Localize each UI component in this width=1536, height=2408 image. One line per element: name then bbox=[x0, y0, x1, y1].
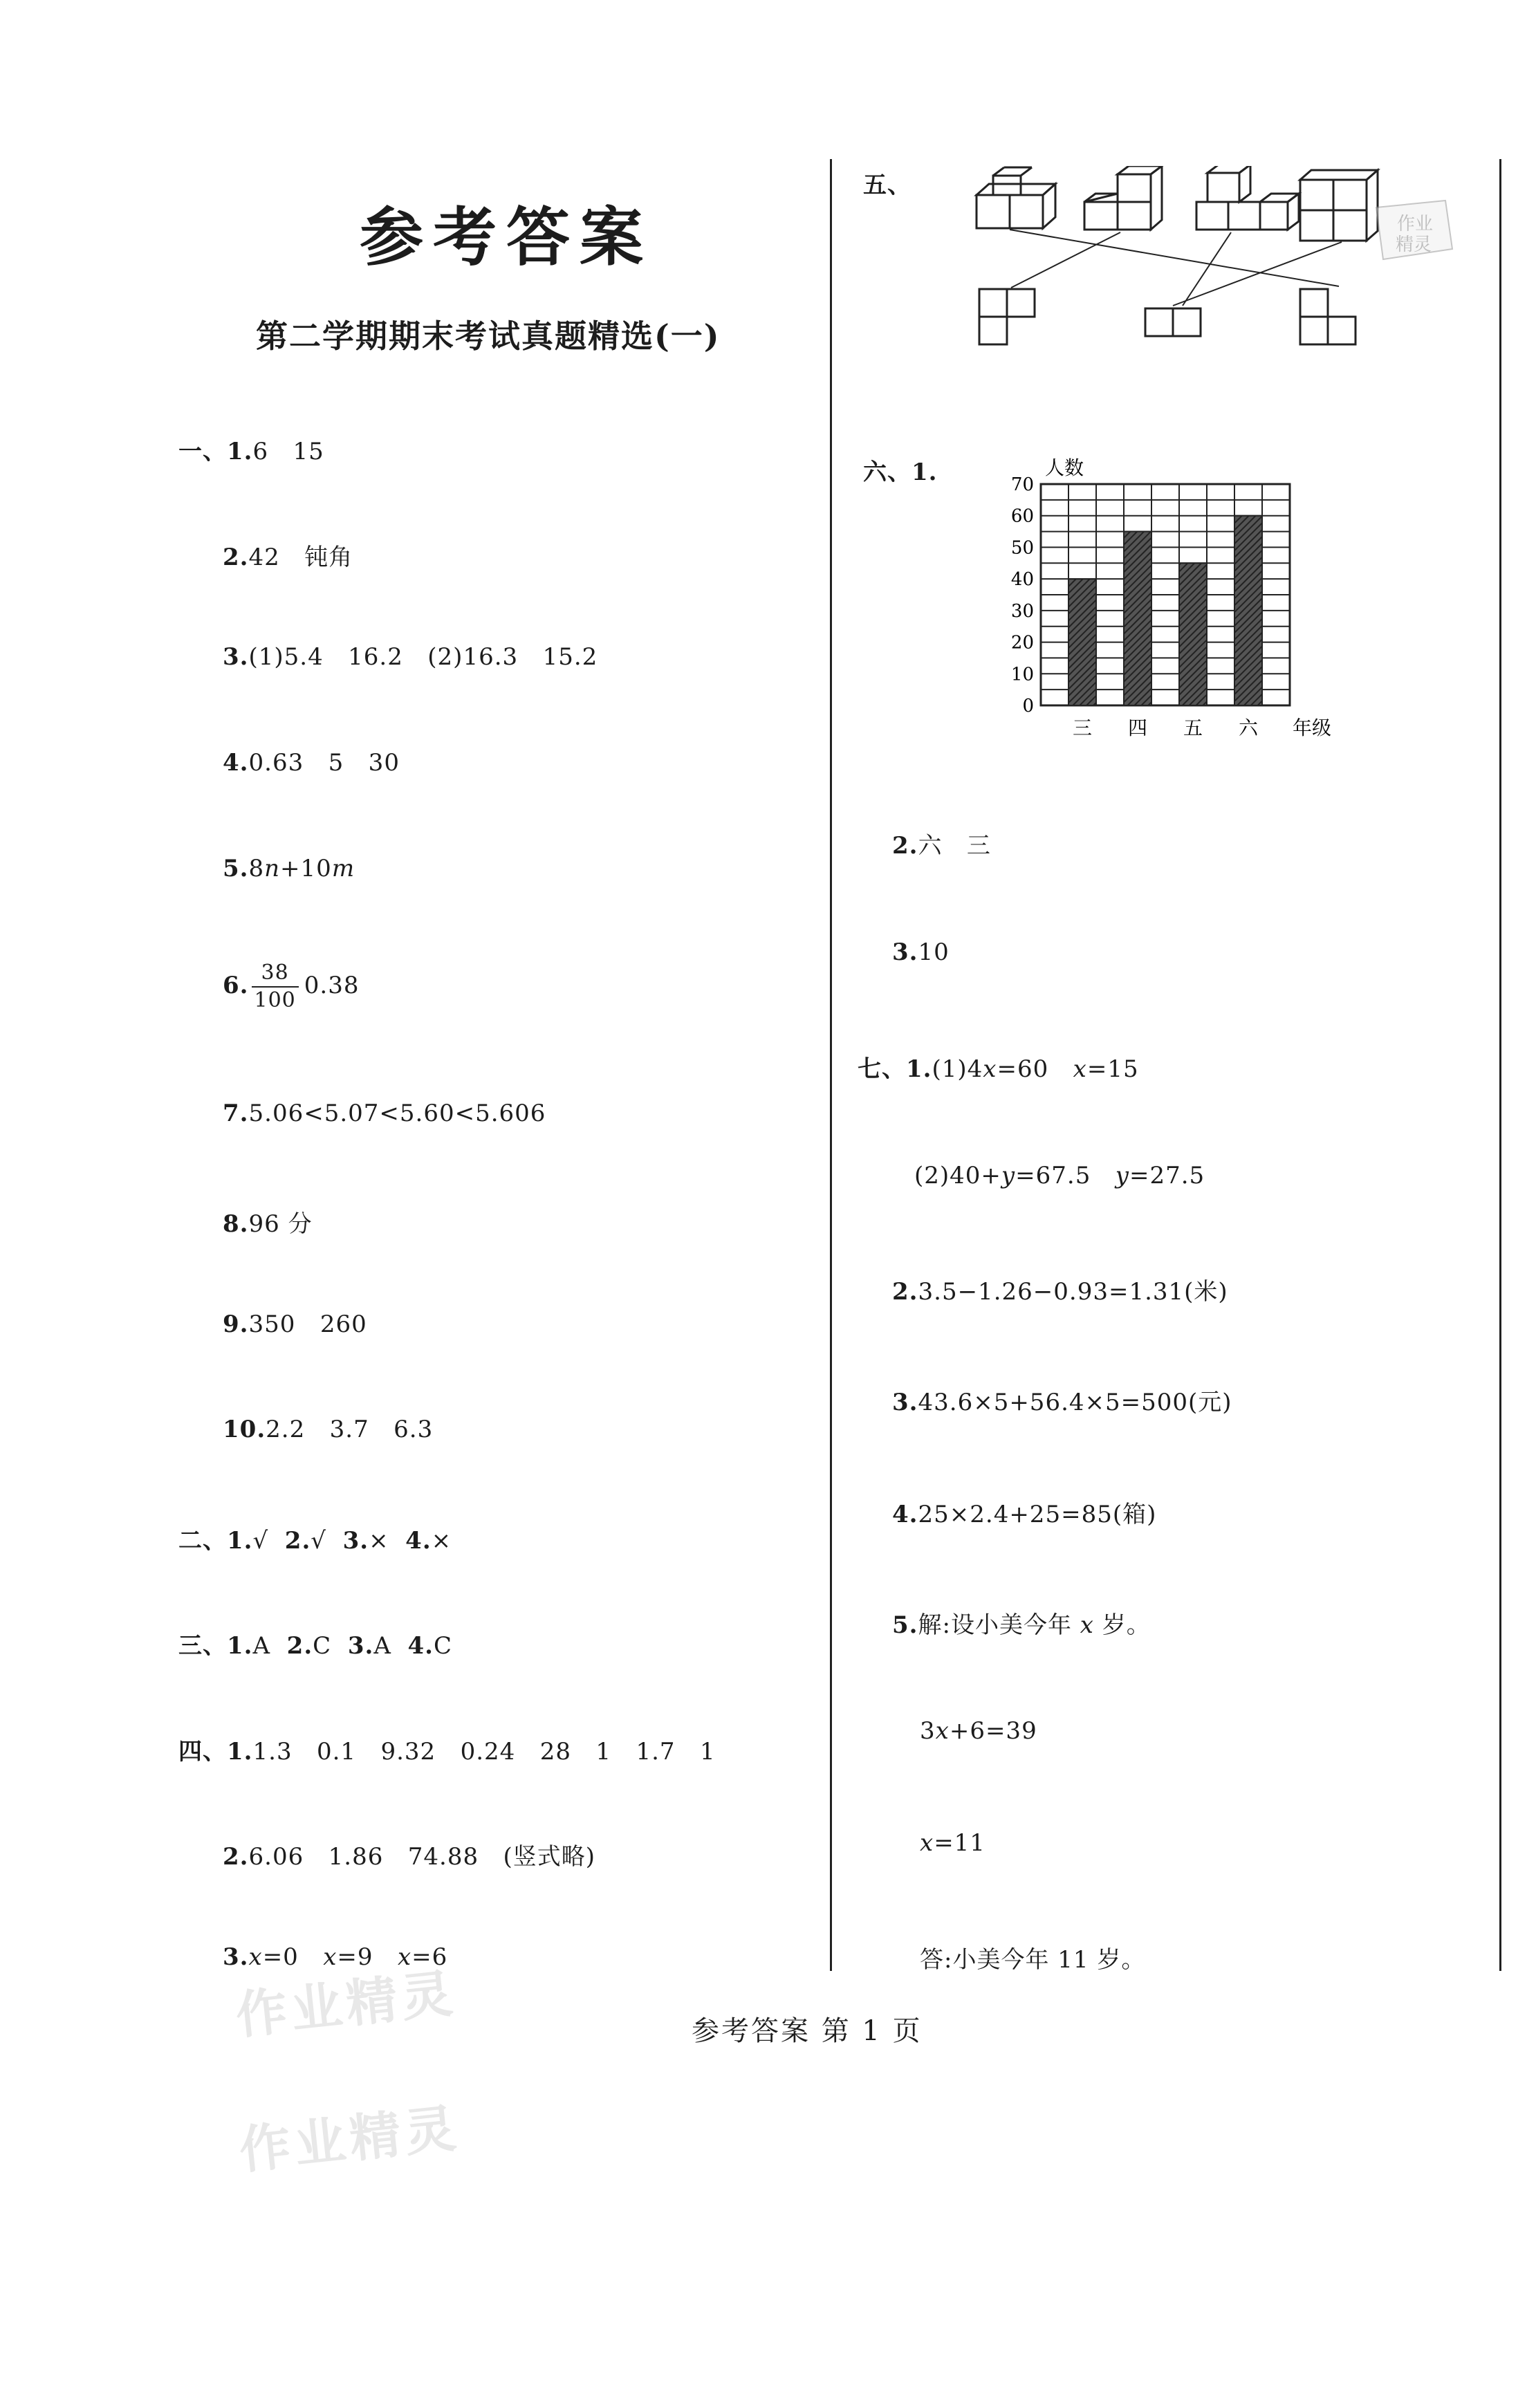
answer-text: +6=39 bbox=[949, 1717, 1037, 1745]
right-answer-9 bbox=[920, 1829, 986, 1857]
answer-text: 0.38 bbox=[304, 972, 360, 999]
grade-bar-chart bbox=[986, 443, 1345, 747]
y-tick-label: 0 bbox=[1022, 696, 1034, 716]
section-prefix: 二、 bbox=[178, 1527, 227, 1555]
page-footer: 参考答案 第 1 页 bbox=[692, 2015, 923, 2047]
right-answer-3 bbox=[914, 1162, 1205, 1189]
answer-text: =67.5 bbox=[1015, 1162, 1116, 1189]
answer-text: 3 bbox=[920, 1717, 936, 1745]
item-number: 1. bbox=[227, 438, 253, 465]
answer-text: 6.06 1.86 74.88 (竖式略) bbox=[248, 1843, 596, 1871]
answer-text: 答:小美今年 11 岁。 bbox=[920, 1946, 1146, 1974]
answer-text: x bbox=[983, 1055, 997, 1083]
y-tick-label: 40 bbox=[1010, 569, 1034, 591]
answer-text: 350 260 bbox=[248, 1310, 367, 1338]
fraction bbox=[252, 960, 299, 1014]
answer-text: (1)4 bbox=[932, 1055, 983, 1083]
y-tick-label: 30 bbox=[1010, 600, 1034, 622]
plane-view-2 bbox=[1145, 308, 1201, 336]
answer-text: (1)5.4 16.2 (2)16.3 15.2 bbox=[248, 643, 598, 671]
answer-text: =11 bbox=[934, 1829, 986, 1857]
right-answer-5 bbox=[892, 1383, 1232, 1417]
answer-text: A bbox=[252, 1632, 287, 1660]
answer-text: =60 bbox=[997, 1055, 1073, 1083]
item-number: 4. bbox=[223, 749, 249, 777]
item-number: 3. bbox=[223, 1943, 249, 1971]
answer-text: +10 bbox=[280, 855, 332, 882]
section-subtitle: 第二学期期末考试真题精选(一) bbox=[256, 317, 721, 355]
answer-text: 43.6×5+56.4×5=500(元) bbox=[918, 1389, 1232, 1416]
answer-text: × bbox=[369, 1527, 406, 1555]
answer-text: 25×2.4+25=85(箱) bbox=[918, 1501, 1157, 1528]
fraction-numerator: 38 bbox=[252, 960, 299, 988]
cube-view-3 bbox=[1196, 166, 1299, 230]
left-answer-1 bbox=[223, 538, 353, 572]
left-answer-5 bbox=[223, 960, 359, 1014]
answer-text: 0.63 5 30 bbox=[248, 749, 400, 777]
right-answer-4 bbox=[892, 1272, 1228, 1306]
answer-text: × bbox=[431, 1527, 452, 1555]
answer-text: 解:设小美今年 bbox=[918, 1611, 1080, 1639]
answer-text: 岁。 bbox=[1093, 1611, 1151, 1639]
y-tick-label: 50 bbox=[1010, 537, 1034, 559]
answer-text: 六 三 bbox=[918, 832, 991, 860]
left-answer-0 bbox=[178, 432, 324, 466]
answer-text: 4. bbox=[405, 1527, 432, 1555]
section-prefix: 七、 bbox=[858, 1055, 906, 1083]
bar-grade-1 bbox=[1068, 579, 1096, 705]
answer-text: 4. bbox=[407, 1632, 434, 1660]
item-number: 1. bbox=[227, 1632, 253, 1660]
answer-text: 8 bbox=[248, 855, 265, 882]
item-number: 7. bbox=[223, 1100, 249, 1127]
item-number: 4. bbox=[892, 1501, 918, 1528]
fraction-denominator: 100 bbox=[254, 988, 296, 1012]
x-tick-label: 四 bbox=[1127, 716, 1148, 739]
answer-text: 10 bbox=[918, 938, 950, 966]
right-answer-6 bbox=[892, 1495, 1156, 1529]
watermark-stamp bbox=[1376, 201, 1452, 259]
watermark-text: 作业精灵 bbox=[233, 1963, 460, 2046]
item-number: 9. bbox=[223, 1310, 249, 1338]
section-prefix: 一、 bbox=[178, 438, 227, 465]
y-tick-label: 10 bbox=[1010, 664, 1034, 685]
answer-text: √ bbox=[252, 1527, 285, 1555]
left-answer-12 bbox=[178, 1732, 716, 1766]
answer-text: =6 bbox=[411, 1943, 448, 1971]
cube-matching-figure bbox=[968, 166, 1466, 353]
answer-text: 42 钝角 bbox=[248, 544, 353, 571]
column-divider bbox=[830, 159, 832, 1971]
answer-text: x bbox=[1073, 1055, 1087, 1083]
section-six-label: 六、1. bbox=[863, 459, 938, 486]
answer-text: x bbox=[248, 1943, 263, 1971]
answer-text: 2.2 3.7 6.3 bbox=[266, 1416, 434, 1443]
left-answer-8 bbox=[223, 1310, 367, 1338]
left-answer-7 bbox=[223, 1205, 313, 1239]
right-answer-0 bbox=[892, 826, 991, 860]
answer-text: √ bbox=[311, 1527, 343, 1555]
answer-text: n bbox=[264, 855, 281, 882]
bar-grade-4 bbox=[1234, 516, 1262, 705]
right-answer-1 bbox=[892, 938, 950, 966]
y-tick-label: 20 bbox=[1010, 632, 1034, 654]
answer-text: C bbox=[313, 1632, 348, 1660]
answer-text: x bbox=[1080, 1611, 1094, 1639]
x-tick-label: 六 bbox=[1238, 716, 1259, 739]
item-number: 2. bbox=[892, 832, 918, 860]
column-divider-right bbox=[1499, 159, 1501, 1971]
item-number: 8. bbox=[223, 1210, 249, 1238]
item-number: 3. bbox=[223, 643, 249, 671]
answer-text: 5.06<5.07<5.60<5.606 bbox=[248, 1100, 546, 1127]
answer-text: 1.3 0.1 9.32 0.24 28 1 1.7 1 bbox=[252, 1738, 716, 1766]
item-number: 5. bbox=[892, 1611, 918, 1639]
right-answer-2 bbox=[858, 1050, 1139, 1084]
left-answer-2 bbox=[223, 643, 598, 671]
left-answer-3 bbox=[223, 749, 400, 777]
answer-text: m bbox=[331, 855, 355, 882]
section-five-label: 五、 bbox=[863, 172, 912, 199]
cube-view-1 bbox=[977, 167, 1055, 228]
left-answer-6 bbox=[223, 1100, 546, 1127]
answer-text: x bbox=[323, 1943, 337, 1971]
item-number: 2. bbox=[223, 544, 249, 571]
answer-text: =0 bbox=[262, 1943, 324, 1971]
item-number: 1. bbox=[227, 1527, 253, 1555]
matching-lines bbox=[1010, 230, 1342, 306]
y-tick-label: 70 bbox=[1010, 474, 1034, 495]
x-tick-label: 五 bbox=[1183, 716, 1203, 739]
left-answer-11 bbox=[178, 1627, 452, 1660]
stamp-line-2: 精灵 bbox=[1396, 234, 1432, 255]
left-answer-13 bbox=[223, 1837, 595, 1871]
bar-grade-3 bbox=[1179, 563, 1207, 705]
bar-grade-2 bbox=[1124, 532, 1151, 705]
answer-text: =27.5 bbox=[1129, 1162, 1205, 1189]
left-answer-10 bbox=[178, 1521, 452, 1555]
answer-text: 3. bbox=[342, 1527, 369, 1555]
answer-text: x bbox=[397, 1943, 412, 1971]
item-number: 1. bbox=[227, 1738, 253, 1766]
answer-text: y bbox=[1001, 1162, 1016, 1189]
item-number: 3. bbox=[892, 1389, 918, 1416]
answer-text: A bbox=[373, 1632, 408, 1660]
right-answer-7 bbox=[892, 1606, 1151, 1640]
answer-text: C bbox=[433, 1632, 452, 1660]
item-number: 2. bbox=[223, 1843, 249, 1871]
item-number: 1. bbox=[906, 1055, 932, 1083]
answer-text: 3.5−1.26−0.93=1.31(米) bbox=[918, 1278, 1228, 1306]
right-answer-10 bbox=[920, 1941, 1145, 1974]
answer-text: 6 15 bbox=[252, 438, 324, 465]
x-axis-label: 年级 bbox=[1293, 716, 1332, 739]
item-number: 2. bbox=[892, 1278, 918, 1306]
watermark-text-2: 作业精灵 bbox=[237, 2098, 463, 2181]
plane-view-1 bbox=[979, 289, 1035, 344]
section-prefix: 三、 bbox=[178, 1632, 227, 1660]
answer-text: 2. bbox=[286, 1632, 313, 1660]
page-title: 参考答案 bbox=[360, 200, 654, 275]
answer-text: 96 分 bbox=[248, 1210, 313, 1238]
answer-text: =15 bbox=[1086, 1055, 1139, 1083]
answer-text: (2)40+ bbox=[914, 1162, 1001, 1189]
answer-text: 3. bbox=[347, 1632, 374, 1660]
item-number: 6. bbox=[223, 972, 249, 999]
cube-view-2 bbox=[1084, 166, 1162, 230]
item-number: 10. bbox=[223, 1416, 266, 1443]
answer-text: y bbox=[1115, 1162, 1129, 1189]
y-axis-label: 人数 bbox=[1045, 456, 1084, 479]
item-number: 3. bbox=[892, 938, 918, 966]
plane-view-3 bbox=[1300, 289, 1355, 344]
stamp-line-1: 作业 bbox=[1397, 214, 1434, 234]
left-answer-9 bbox=[223, 1416, 433, 1443]
right-answer-8 bbox=[920, 1717, 1037, 1745]
item-number: 5. bbox=[223, 855, 249, 882]
y-tick-label: 60 bbox=[1010, 506, 1034, 527]
answer-text: =9 bbox=[337, 1943, 398, 1971]
answer-text: 2. bbox=[284, 1527, 311, 1555]
cube-view-4 bbox=[1300, 170, 1378, 241]
answer-text: x bbox=[935, 1717, 950, 1745]
x-tick-label: 三 bbox=[1072, 716, 1093, 739]
left-answer-4 bbox=[223, 855, 355, 882]
section-prefix: 四、 bbox=[178, 1738, 227, 1766]
answer-text: x bbox=[920, 1829, 934, 1857]
